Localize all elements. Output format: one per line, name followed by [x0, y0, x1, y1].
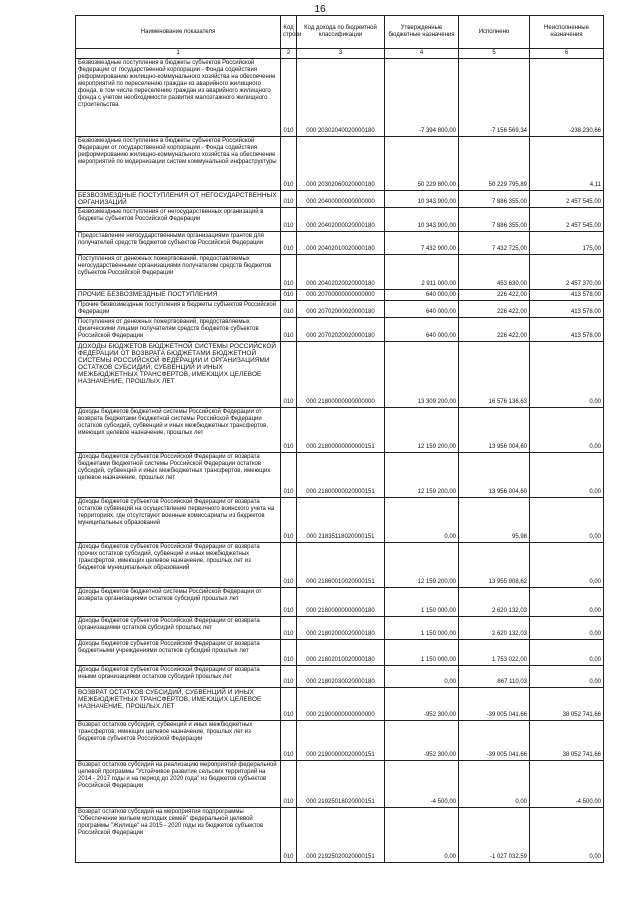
row-unexecuted: -4 500,00: [530, 761, 604, 808]
row-executed: 13 956 004,60: [459, 453, 530, 498]
row-line-code: 010: [281, 498, 297, 543]
row-name: Безвозмездные поступления от негосударственных организаций в бюджеты субъектов Российской Федерации: [76, 208, 281, 232]
row-approved: 640 000,00: [385, 301, 459, 318]
row-unexecuted: 0,00: [530, 617, 604, 640]
table-row: [76, 59, 604, 137]
row-income-code: 000 21802030020000180: [297, 666, 385, 688]
row-unexecuted: 0,00: [530, 640, 604, 666]
row-executed: 453 630,00: [459, 255, 530, 290]
row-executed: 95,98: [459, 498, 530, 543]
row-unexecuted: 175,00: [530, 232, 604, 255]
row-line-code: 010: [281, 342, 297, 408]
row-income-code: 000 20702020020000180: [297, 318, 385, 342]
table-row: [76, 342, 604, 408]
header-row: [76, 16, 604, 49]
table-row: [76, 721, 604, 761]
row-line-code: 010: [281, 232, 297, 255]
row-name: Безвозмездные поступления в бюджеты субъектов Российской Федерации от государственной корпорации - Фонда содействия реформированию жилищно-коммунального хозяйства на обеспечение мероприятий по модернизации систем коммунальной инфраструктуры: [76, 137, 281, 191]
row-line-code: 010: [281, 588, 297, 617]
row-name: Возврат остатков субсидий на мероприятия подпрограммы "Обеспечение жильем молодых семей" федеральной целевой программы "Жилище" на 2015 - 2020 годы из бюджетов субъектов Российской Федерации: [76, 808, 281, 863]
row-unexecuted: 38 052 741,66: [530, 688, 604, 721]
row-name: Возврат остатков субсидий, субвенций и иных межбюджетных трансфертов, имеющих целевое назначение, прошлых лет из бюджетов субъектов Российской Федерации: [76, 721, 281, 761]
table-row: [76, 666, 604, 688]
row-income-code: 000 21900000000000000: [297, 688, 385, 721]
row-line-code: 010: [281, 59, 297, 137]
row-approved: 2 911 000,00: [385, 255, 459, 290]
row-income-code: 000 21802000020000180: [297, 617, 385, 640]
row-unexecuted: 2 457 545,00: [530, 191, 604, 208]
table-row: [76, 688, 604, 721]
row-name: Доходы бюджетов бюджетной системы Российской Федерации от возврата бюджетами бюджетной системы Российской Федерации остатков субсидий, субвенций и иных межбюджетных трансфертов, имеющих целевое назначение, прошлых лет: [76, 408, 281, 453]
header-name: Наименование показателя: [76, 16, 281, 49]
table-row: [76, 453, 604, 498]
row-name: Поступления от денежных пожертвований, предоставляемых негосударственными организациями получателям средств бюджетов субъектов Российской Федерации: [76, 255, 281, 290]
header-approved: Утвержденные бюджетные назначения: [385, 16, 459, 49]
row-income-code: 000 21835118020000151: [297, 498, 385, 543]
row-income-code: 000 20402020020000180: [297, 255, 385, 290]
row-name: Прочие безвозмездные поступления в бюджеты субъектов Российской Федерации: [76, 301, 281, 318]
row-name: Предоставление негосударственными организациями грантов для получателей средств бюджетов субъектов Российской Федерации: [76, 232, 281, 255]
row-unexecuted: 2 457 370,00: [530, 255, 604, 290]
row-income-code: 000 21800000000000180: [297, 588, 385, 617]
row-name: Доходы бюджетов бюджетной системы Российской Федерации от возврата организациями остатков субсидий прошлых лет: [76, 588, 281, 617]
row-approved: 1 150 000,00: [385, 617, 459, 640]
row-approved: -4 500,00: [385, 761, 459, 808]
row-income-code: 000 20702000020000180: [297, 301, 385, 318]
row-approved: 640 000,00: [385, 290, 459, 301]
header-unexecuted: Неисполненные назначения: [530, 16, 604, 49]
header-executed: Исполнено: [459, 16, 530, 49]
row-executed: 50 229 795,89: [459, 137, 530, 191]
row-line-code: 010: [281, 543, 297, 588]
row-line-code: 010: [281, 137, 297, 191]
table-row: [76, 255, 604, 290]
row-name: Доходы бюджетов субъектов Российской Федерации от возврата прочих остатков субсидий, субвенций и иных межбюджетных трансфертов, имеющих целевое назначение, прошлых лет из бюджетов муниципальных образований: [76, 543, 281, 588]
row-line-code: 010: [281, 408, 297, 453]
row-unexecuted: 413 578,00: [530, 301, 604, 318]
row-approved: 13 309 200,00: [385, 342, 459, 408]
table-row: [76, 543, 604, 588]
header-line-code: Код строки: [281, 16, 297, 49]
row-line-code: 010: [281, 453, 297, 498]
row-income-code: 000 20302040020000180: [297, 59, 385, 137]
row-income-code: 000 21800000000000000: [297, 342, 385, 408]
row-executed: 16 576 136,63: [459, 342, 530, 408]
row-line-code: 010: [281, 318, 297, 342]
row-name: Доходы бюджетов субъектов Российской Федерации от возврата организациями остатков субсидий прошлых лет: [76, 617, 281, 640]
table-row: [76, 318, 604, 342]
row-income-code: 000 20402010020000180: [297, 232, 385, 255]
row-income-code: 000 21925020020000151: [297, 808, 385, 863]
row-unexecuted: 2 457 545,00: [530, 208, 604, 232]
row-approved: -952 300,00: [385, 721, 459, 761]
table-row: [76, 498, 604, 543]
row-name: БЕЗВОЗМЕЗДНЫЕ ПОСТУПЛЕНИЯ ОТ НЕГОСУДАРСТВЕННЫХ ОРГАНИЗАЦИЙ: [76, 191, 281, 208]
table-row: [76, 191, 604, 208]
header-income-code: Код дохода по бюджетной классификации: [297, 16, 385, 49]
row-income-code: 000 21802010020000180: [297, 640, 385, 666]
row-name: Возврат остатков субсидий на реализацию мероприятий федеральной целевой программы "Устойчивое развитие сельских территорий на 2014 - 2017 годы и на период до 2020 года" из бюджетов субъектов Российской Федерации: [76, 761, 281, 808]
row-executed: -1 027 032,59: [459, 808, 530, 863]
row-name: Доходы бюджетов субъектов Российской Федерации от возврата иными организациями остатков субсидий прошлых лет: [76, 666, 281, 688]
row-approved: 7 432 900,00: [385, 232, 459, 255]
row-approved: 12 159 200,00: [385, 543, 459, 588]
row-line-code: 010: [281, 761, 297, 808]
column-number: 6: [530, 49, 604, 59]
column-number: 3: [297, 49, 385, 59]
row-unexecuted: 413 578,00: [530, 290, 604, 301]
page-number: 16: [314, 4, 326, 15]
row-approved: 1 150 000,00: [385, 588, 459, 617]
row-executed: 7 886 355,00: [459, 191, 530, 208]
column-number: 1: [76, 49, 281, 59]
column-number: 5: [459, 49, 530, 59]
row-line-code: 010: [281, 721, 297, 761]
table-row: [76, 301, 604, 318]
row-executed: 2 620 132,03: [459, 588, 530, 617]
table-row: [76, 290, 604, 301]
row-income-code: 000 21860010020000151: [297, 543, 385, 588]
row-approved: -952 300,00: [385, 688, 459, 721]
row-line-code: 010: [281, 666, 297, 688]
row-unexecuted: 0,00: [530, 342, 604, 408]
row-approved: 12 159 200,00: [385, 408, 459, 453]
row-line-code: 010: [281, 301, 297, 318]
table-row: [76, 617, 604, 640]
row-name: Поступления от денежных пожертвований, предоставляемых физическими лицами получателям средств бюджетов субъектов Российской Федерации: [76, 318, 281, 342]
row-executed: 7 432 725,00: [459, 232, 530, 255]
table-row: [76, 232, 604, 255]
row-income-code: 000 20302060020000180: [297, 137, 385, 191]
column-number-row: [76, 49, 604, 59]
row-unexecuted: 0,00: [530, 543, 604, 588]
row-line-code: 010: [281, 208, 297, 232]
row-unexecuted: 0,00: [530, 666, 604, 688]
column-number: 2: [281, 49, 297, 59]
table-row: [76, 408, 604, 453]
row-approved: 1 150 000,00: [385, 640, 459, 666]
row-executed: 226 422,00: [459, 301, 530, 318]
table-row: [76, 640, 604, 666]
row-line-code: 010: [281, 808, 297, 863]
row-approved: 12 159 200,00: [385, 453, 459, 498]
table-row: [76, 137, 604, 191]
row-name: ПРОЧИЕ БЕЗВОЗМЕЗДНЫЕ ПОСТУПЛЕНИЯ: [76, 290, 281, 301]
row-name: Доходы бюджетов субъектов Российской Федерации от возврата бюджетами бюджетной системы Российской Федерации остатков субсидий, субвенций и иных межбюджетных трансфертов, имеющих целевое назначение, прошлых лет: [76, 453, 281, 498]
table-row: [76, 808, 604, 863]
column-number: 4: [385, 49, 459, 59]
row-approved: 10 343 900,00: [385, 208, 459, 232]
row-name: Безвозмездные поступления в бюджеты субъектов Российской Федерации от государственной корпорации - Фонда содействия реформированию жилищно-коммунального хозяйства на обеспечение мероприятий по переселению граждан из аварийного жилищного фонда, в том числе переселению граждан из аварийного жилищного фонда с учетом необходимости развития малоэтажного жилищного строительства: [76, 59, 281, 137]
row-income-code: 000 21900000020000151: [297, 721, 385, 761]
row-income-code: 000 21925018020000151: [297, 761, 385, 808]
row-approved: 0,00: [385, 808, 459, 863]
table-row: [76, 588, 604, 617]
row-executed: 226 422,00: [459, 290, 530, 301]
row-unexecuted: 413 578,00: [530, 318, 604, 342]
row-unexecuted: 0,00: [530, 588, 604, 617]
row-unexecuted: 0,00: [530, 498, 604, 543]
row-approved: 50 229 800,00: [385, 137, 459, 191]
row-executed: 0,00: [459, 761, 530, 808]
row-executed: 2 620 132,03: [459, 617, 530, 640]
row-unexecuted: 38 052 741,66: [530, 721, 604, 761]
row-executed: 13 955 908,62: [459, 543, 530, 588]
row-income-code: 000 21800000020000151: [297, 453, 385, 498]
row-unexecuted: -238 230,66: [530, 59, 604, 137]
row-income-code: 000 20400000000000000: [297, 191, 385, 208]
row-unexecuted: 4,11: [530, 137, 604, 191]
row-executed: 13 956 004,60: [459, 408, 530, 453]
row-name: ДОХОДЫ БЮДЖЕТОВ БЮДЖЕТНОЙ СИСТЕМЫ РОССИЙСКОЙ ФЕДЕРАЦИИ ОТ ВОЗВРАТА БЮДЖЕТАМИ БЮДЖЕТНОЙ СИСТЕМЫ РОССИЙСКОЙ ФЕДЕРАЦИИ И ОРГАНИЗАЦИЯМИ ОСТАТКОВ СУБСИДИЙ, СУБВЕНЦИЙ И ИНЫХ МЕЖБЮДЖЕТНЫХ ТРАНСФЕРТОВ, ИМЕЮЩИХ ЦЕЛЕВОЕ НАЗНАЧЕНИЕ, ПРОШЛЫХ ЛЕТ: [76, 342, 281, 408]
row-line-code: 010: [281, 640, 297, 666]
row-line-code: 010: [281, 688, 297, 721]
row-unexecuted: 0,00: [530, 808, 604, 863]
row-income-code: 000 20700000000000000: [297, 290, 385, 301]
row-executed: 1 753 022,00: [459, 640, 530, 666]
row-approved: 0,00: [385, 666, 459, 688]
row-executed: -39 005 041,66: [459, 721, 530, 761]
row-executed: -39 005 041,66: [459, 688, 530, 721]
row-line-code: 010: [281, 191, 297, 208]
row-approved: 10 343 900,00: [385, 191, 459, 208]
row-name: Доходы бюджетов субъектов Российской Федерации от возврата остатков субвенций на осуществление первичного воинского учета на территориях, где отсутствуют военные комиссариаты из бюджетов муниципальных образований: [76, 498, 281, 543]
row-approved: 640 000,00: [385, 318, 459, 342]
budget-report-table: [75, 15, 604, 863]
row-name: Доходы бюджетов субъектов Российской Федерации от возврата бюджетными учреждениями остатков субсидий прошлых лет: [76, 640, 281, 666]
row-income-code: 000 20402000020000180: [297, 208, 385, 232]
row-name: ВОЗВРАТ ОСТАТКОВ СУБСИДИЙ, СУБВЕНЦИЙ И ИНЫХ МЕЖБЮДЖЕТНЫХ ТРАНСФЕРТОВ, ИМЕЮЩИХ ЦЕЛЕВОЕ НАЗНАЧЕНИЕ, ПРОШЛЫХ ЛЕТ: [76, 688, 281, 721]
row-income-code: 000 21800000000000151: [297, 408, 385, 453]
row-approved: 0,00: [385, 498, 459, 543]
row-unexecuted: 0,00: [530, 408, 604, 453]
row-line-code: 010: [281, 290, 297, 301]
row-unexecuted: 0,00: [530, 453, 604, 498]
row-executed: 226 422,00: [459, 318, 530, 342]
row-approved: -7 394 800,00: [385, 59, 459, 137]
table-row: [76, 208, 604, 232]
table-row: [76, 761, 604, 808]
row-line-code: 010: [281, 255, 297, 290]
row-executed: -7 156 569,34: [459, 59, 530, 137]
row-executed: 7 886 355,00: [459, 208, 530, 232]
row-executed: 867 110,03: [459, 666, 530, 688]
row-line-code: 010: [281, 617, 297, 640]
